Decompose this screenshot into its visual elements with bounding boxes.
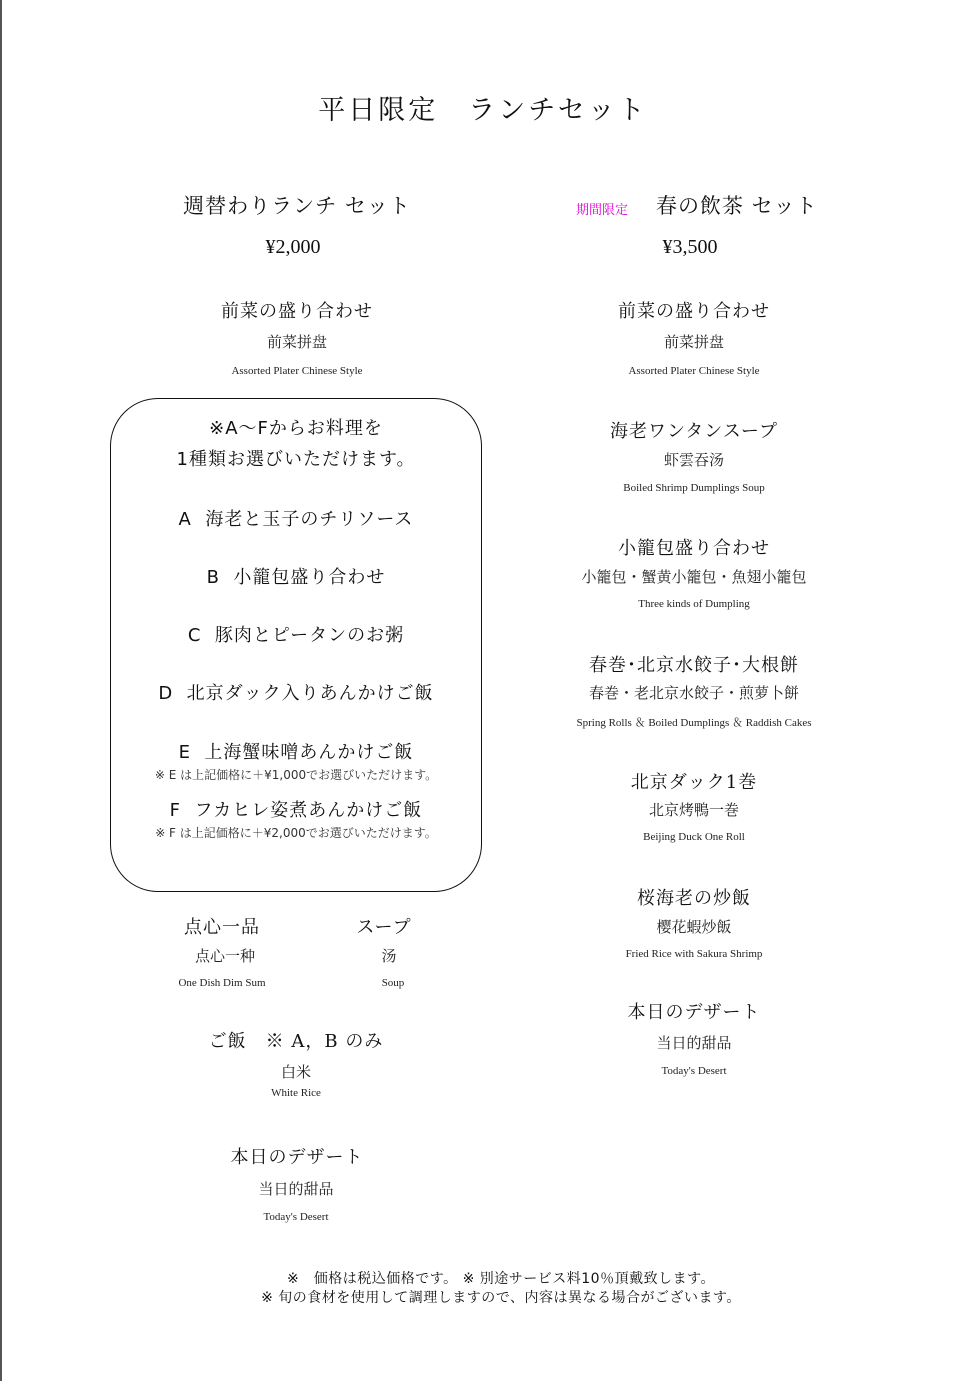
choice-intro-2: 1種類お選びいただけます。 xyxy=(176,449,416,470)
right-item-en: Boiled Shrimp Dumplings Soup xyxy=(623,482,765,494)
right-item-jp: 小籠包盛り合わせ xyxy=(618,538,770,559)
right-item-jp: 本日のデザート xyxy=(627,1002,761,1023)
right-item-cn: 樱花蝦炒飯 xyxy=(656,918,732,936)
right-item-en: Assorted Plater Chinese Style xyxy=(628,365,760,377)
left-set-name: 週替わりランチ セット xyxy=(183,194,411,218)
right-item-cn: 小籠包・蟹黄小籠包・魚翅小籠包 xyxy=(581,568,807,586)
left-appetizer-jp: 前菜の盛り合わせ xyxy=(221,301,373,322)
choice-option-b xyxy=(207,563,386,589)
right-item-en: Three kinds of Dumpling xyxy=(638,598,750,610)
right-set-name: 春の飲茶 セット xyxy=(656,194,818,218)
page-title: 平日限定 ランチセット xyxy=(318,95,648,126)
dimsum-en: One Dish Dim Sum xyxy=(178,977,266,989)
right-item-en: Fried Rice with Sakura Shrimp xyxy=(625,948,763,960)
right-item-cn: 前菜拼盘 xyxy=(663,333,725,351)
right-item-cn: 北京烤鴨一巻 xyxy=(648,801,740,819)
choice-option-e xyxy=(179,738,414,764)
dimsum-cn: 点心一种 xyxy=(194,947,256,965)
left-dessert-en: Today's Desert xyxy=(263,1211,329,1223)
right-item-jp: 北京ダック1巻 xyxy=(630,772,758,793)
choice-name: 豚肉とピータンのお粥 xyxy=(214,625,405,646)
left-price: ¥2,000 xyxy=(265,236,321,258)
right-price: ¥3,500 xyxy=(662,236,718,258)
right-item-en: Spring Rolls ＆ Boiled Dumplings ＆ Raddish Cakes xyxy=(576,717,812,729)
rice-en: White Rice xyxy=(271,1087,321,1099)
choice-name: 北京ダック入りあんかけご飯 xyxy=(186,683,434,704)
choice-name: 小籠包盛り合わせ xyxy=(233,567,386,588)
footer-note-2: ※ 旬の食材を使用して調理しますので、内容は異なる場合がございます。 xyxy=(261,1290,741,1306)
footer-note-1: ※ 価格は税込価格です。 ※ 別途サービス料10％頂戴致します。 xyxy=(287,1271,715,1287)
choice-option-c xyxy=(188,621,404,647)
rice-jp: ご飯 ※ A，B のみ xyxy=(208,1031,384,1052)
right-item-cn: 当日的甜品 xyxy=(656,1034,732,1052)
right-item-jp: 桜海老の炒飯 xyxy=(637,888,751,909)
choice-name: 上海蟹味噌あんかけご飯 xyxy=(204,742,414,763)
right-item-cn: 虾雲吞汤 xyxy=(663,451,725,469)
left-dessert-cn: 当日的甜品 xyxy=(258,1180,334,1198)
choice-letter: C xyxy=(187,625,202,646)
choice-intro-1: ※A〜Fからお料理を xyxy=(209,418,383,439)
limited-badge: 期間限定 xyxy=(576,203,629,218)
choice-note-e: ※ E は上記価格に＋¥1,000でお選びいただけます。 xyxy=(154,768,438,782)
right-item-jp: 春巻･北京水餃子･大根餅 xyxy=(589,655,799,676)
soup-en: Soup xyxy=(381,977,405,989)
left-appetizer-en: Assorted Plater Chinese Style xyxy=(231,365,363,377)
choice-name: フカヒレ姿煮あんかけご飯 xyxy=(194,800,423,821)
choice-option-f xyxy=(170,796,423,822)
right-item-jp: 海老ワンタンスープ xyxy=(610,421,778,442)
soup-cn: 汤 xyxy=(381,947,397,965)
left-appetizer-cn: 前菜拼盘 xyxy=(266,333,328,351)
page-border xyxy=(0,0,2,1381)
right-item-cn: 春巻・老北京水餃子・煎萝卜餅 xyxy=(588,684,800,702)
soup-jp: スープ xyxy=(356,917,412,938)
choice-option-d xyxy=(158,679,433,705)
dimsum-jp: 点心一品 xyxy=(184,917,260,938)
right-item-jp: 前菜の盛り合わせ xyxy=(618,301,770,322)
choice-name: 海老と玉子のチリソース xyxy=(205,509,414,530)
choice-option-a xyxy=(179,505,414,531)
choice-letter: A xyxy=(178,509,192,530)
choice-letter: E xyxy=(178,742,191,763)
right-item-en: Beijing Duck One Roll xyxy=(643,831,745,843)
choice-letter: F xyxy=(169,800,182,821)
choice-note-f: ※ F は上記価格に＋¥2,000でお選びいただけます。 xyxy=(155,826,437,840)
choice-letter: D xyxy=(158,683,174,704)
rice-cn: 白米 xyxy=(280,1063,312,1081)
choice-letter: B xyxy=(206,567,220,588)
right-item-en: Today's Desert xyxy=(661,1065,727,1077)
left-dessert-jp: 本日のデザート xyxy=(230,1147,364,1168)
